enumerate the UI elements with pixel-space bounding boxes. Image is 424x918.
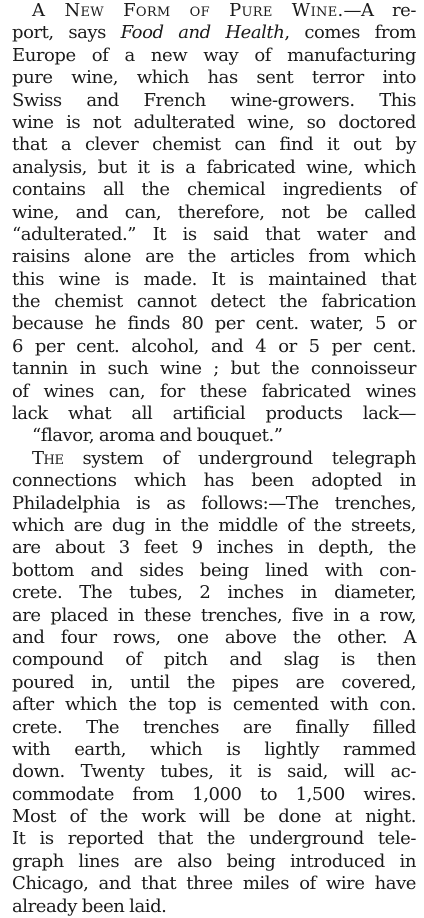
newspaper-column bbox=[12, 0, 416, 918]
article1-line-2 bbox=[12, 22, 416, 44]
article2-line: with earth, which is lightly rammed bbox=[12, 738, 416, 760]
article1-line: that a clever chemist can find it out by bbox=[12, 134, 416, 156]
article2-line: down. Twenty tubes, it is said, will ac- bbox=[12, 761, 416, 783]
article1-line: of wines can, for these fabricated wines bbox=[12, 380, 416, 402]
article2-line: Most of the work will be done at night. bbox=[12, 806, 416, 828]
article1-line: analysis, but it is a fabricated wine, which bbox=[12, 156, 416, 178]
article2-line: crete. The trenches are finally filled bbox=[12, 716, 416, 738]
article2-line: after which the top is cemented with con. bbox=[12, 694, 416, 716]
article2-line: It is reported that the underground tele- bbox=[12, 828, 416, 850]
article1-line: tannin in such wine ; but the connoisseur bbox=[12, 358, 416, 380]
article1-publication: Food and Health bbox=[120, 22, 285, 44]
article2-line: Chicago, and that three miles of wire have bbox=[12, 873, 416, 895]
article1-line: Swiss and French wine-growers. This bbox=[12, 89, 416, 111]
article2-text: system of underground telegraph bbox=[63, 447, 416, 469]
article2-line: commodate from 1,000 to 1,500 wires. bbox=[12, 783, 416, 805]
article1-line-1 bbox=[12, 0, 416, 22]
article1-line: wine is not adulterated wine, so doctored bbox=[12, 111, 416, 133]
article1-headline: A New Form of Pure Wine. bbox=[32, 0, 344, 21]
article2-line: already been laid. bbox=[12, 895, 167, 917]
article1-line: “flavor, aroma and bouquet.” bbox=[32, 425, 283, 447]
article2-line: connections which has been adopted in bbox=[12, 470, 416, 492]
article2-line: are about 3 feet 9 inches in depth, the bbox=[12, 537, 416, 559]
article1-line: contains all the chemical ingredients of bbox=[12, 179, 416, 201]
article1-text: —A re- bbox=[343, 0, 416, 21]
article1-line: this wine is made. It is maintained that bbox=[12, 268, 416, 290]
article2-line: which are dug in the middle of the streets, bbox=[12, 514, 416, 536]
article1-line: raisins alone are the articles from which bbox=[12, 246, 416, 268]
article2-line: poured in, until the pipes are covered, bbox=[12, 671, 416, 693]
article2-line: bottom and sides being lined with con- bbox=[12, 559, 416, 581]
article1-line: the chemist cannot detect the fabrication bbox=[12, 291, 416, 313]
article1-line: 6 per cent. alcohol, and 4 or 5 per cent. bbox=[12, 335, 416, 357]
article2-line: and four rows, one above the other. A bbox=[12, 626, 416, 648]
article2-line-1 bbox=[12, 448, 416, 470]
article2-line: are placed in these trenches, five in a row, bbox=[12, 604, 416, 626]
article1-line: Europe of a new way of manufacturing bbox=[12, 44, 416, 66]
article1-line: pure wine, which has sent terror into bbox=[12, 67, 416, 89]
article2-line: compound of pitch and slag is then bbox=[12, 649, 416, 671]
article1-line: lack what all artificial products lack— bbox=[12, 403, 416, 425]
article2-line: crete. The tubes, 2 inches in diameter, bbox=[12, 582, 416, 604]
article1-text: , comes from bbox=[284, 22, 416, 44]
article1-line: wine, and can, therefore, not be called bbox=[12, 201, 416, 223]
article2-line: graph lines are also being introduced in bbox=[12, 850, 416, 872]
article1-text: port, says bbox=[12, 22, 121, 44]
article1-line: because he finds 80 per cent. water, 5 or bbox=[12, 313, 416, 335]
article1-line: “adulterated.” It is said that water and bbox=[12, 223, 416, 245]
article2-line: Philadelphia is as follows:—The trenches, bbox=[12, 492, 416, 514]
article2-lead: The bbox=[32, 447, 64, 469]
